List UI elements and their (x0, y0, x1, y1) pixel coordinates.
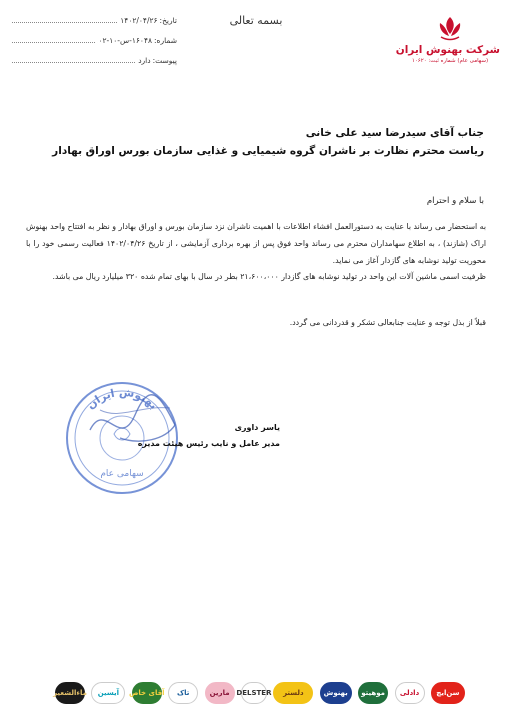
meta-attachment-value: دارد (138, 56, 151, 65)
meta-date-label: تاریخ: (159, 16, 177, 25)
meta-number-label: شماره: (154, 36, 177, 45)
body-paragraph-2: ظرفیت اسمی ماشین آلات این واحد در تولید نوشابه های گازدار ۲۱،۶۰۰،۰۰۰ بطر در سال با بهای تمام شده ۳۲۰ میلیارد ریال می باشد. (52, 272, 486, 281)
seal-text: بهنوش ایران (84, 385, 161, 412)
closing-line: قبلاً از بذل توجه و عنایت جنابعالی تشکر و قدردانی می گردد. (289, 318, 486, 327)
brand-logo: آیسین (91, 682, 125, 704)
recipient-title: ریاست محترم نظارت بر ناشران گروه شیمیایی و غذایی سازمان بورس اوراق بهادار (52, 145, 484, 157)
brand-logo: سن‌ایچ (431, 682, 465, 704)
body-paragraph-1: به استحضار می رساند با عنایت به دستورالعمل افشاء اطلاعات با اهمیت ناشران نزد سازمان بورس و اوراق بهادار و نظر به افتتاح واحد بهنوش اراک (شازند) ، به اطلاع سهامداران محترم می رساند واحد فوق پس از بهره برداری آزمایشی ، از تاریخ ۱۴۰۲/۰۴/۲۶ فعالیت رسمی خود را با محوریت تولید نوشابه های گازدار آغاز می نماید. (26, 222, 487, 265)
brand-footer (55, 678, 465, 708)
brand-logo: آقای خاص (132, 682, 162, 704)
brand-logo: بهنوش (320, 682, 352, 704)
recipient-name: جناب آقای سیدرضا سید علی خانی (305, 127, 484, 139)
basmala: بسمه تعالی (229, 14, 283, 27)
signatory-block (120, 420, 280, 452)
meta-number-row (12, 36, 177, 56)
meta-dots (12, 22, 117, 23)
company-registration: (سهامی عام) شماره ثبت: ۱۰۶۲۰ (411, 58, 489, 64)
company-logo-icon (435, 14, 465, 42)
meta-date-value: ۱۴۰۲/۰۴/۲۶ (120, 16, 158, 25)
brand-logo: DELSTER (241, 682, 267, 704)
meta-attachment-label: پیوست: (152, 56, 177, 65)
brand-logo: ماءالشعیر (55, 682, 85, 704)
meta-date-row (12, 16, 177, 36)
signatory-title: مدیر عامل و نایب رئیس هیئت مدیره (137, 439, 280, 448)
meta-dots (12, 42, 95, 43)
seal-sub: سهامی عام (100, 469, 144, 479)
letter-meta (12, 16, 177, 76)
greeting: با سلام و احترام (426, 196, 484, 206)
brand-logo: دادلی (395, 682, 425, 704)
company-name: شرکت بهنوش ایران (395, 44, 500, 56)
brand-logo: تاک (168, 682, 198, 704)
company-header (395, 14, 500, 64)
brand-logo: مارین (205, 682, 235, 704)
meta-attachment-row (12, 56, 177, 76)
meta-dots (12, 62, 135, 63)
brand-logo: دلستر (273, 682, 313, 704)
brand-logo: موهیتو (358, 682, 388, 704)
signatory-name: یاسر داوری (234, 423, 280, 432)
meta-number-value: ۱۶۰۴۸-س-۱۰-۰۲ (98, 36, 153, 45)
recipient-block (34, 124, 484, 160)
